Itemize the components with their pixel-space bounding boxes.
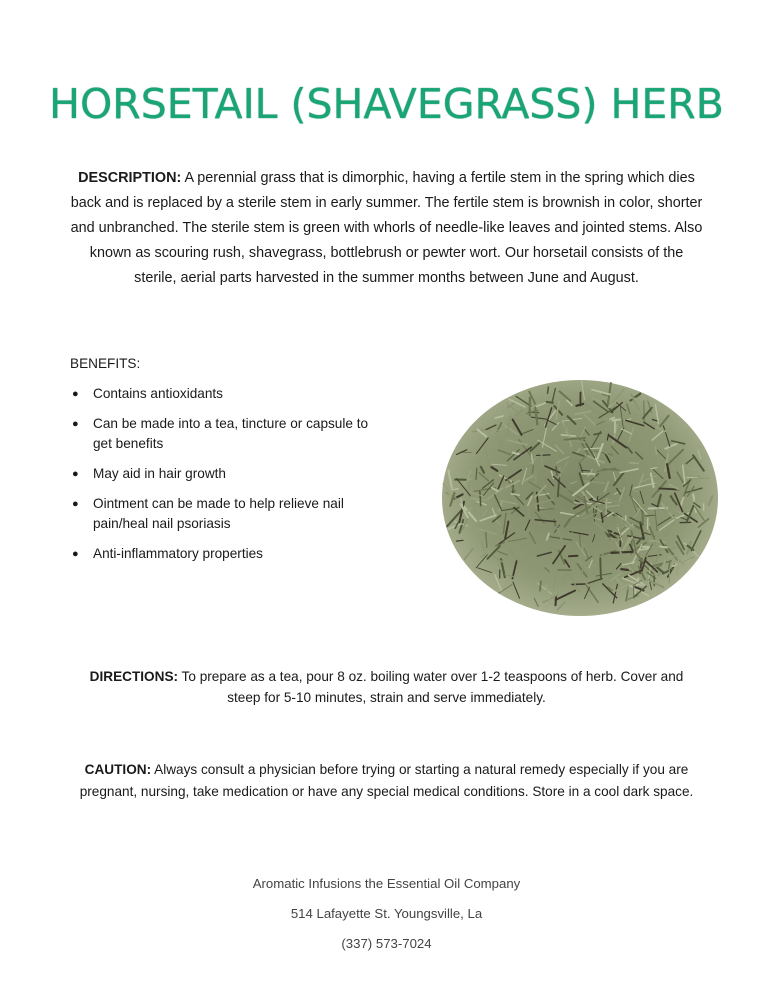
footer-company: Aromatic Infusions the Essential Oil Company bbox=[252, 876, 521, 891]
bullet-icon: ● bbox=[72, 498, 79, 510]
benefit-text: Contains antioxidants bbox=[93, 386, 223, 401]
description-text: A perennial grass that is dimorphic, having a fertile stem in the spring which dies back and is replaced by a sterile stem in early summer. The fertile stem is brownish in color, shorter and unbranched. The sterile stem is green with whorls of needle-like leaves and jointed stems. Also known as scouring rush, shavegrass, bottlebrush or pewter wort. Our horsetail consists of the sterile, aerial parts harvested in the summer months between June and August. bbox=[70, 170, 703, 286]
benefit-text: Ointment can be made to help relieve nail pain/heal nail psoriasis bbox=[93, 496, 344, 531]
directions-text: To prepare as a tea, pour 8 oz. boiling water over 1-2 teaspoons of herb. Cover and steep for 5-10 minutes, strain and serve immediately. bbox=[178, 669, 684, 705]
list-item bbox=[70, 464, 370, 484]
bullet-icon: ● bbox=[72, 548, 79, 560]
directions-label: DIRECTIONS: bbox=[89, 669, 179, 684]
list-item bbox=[70, 414, 370, 454]
horsetail-herb-image bbox=[425, 366, 725, 628]
benefits-heading: BENEFITS: bbox=[70, 356, 141, 371]
footer-phone: (337) 573-7024 bbox=[341, 936, 432, 951]
list-item bbox=[70, 544, 370, 564]
benefit-text: Anti-inflammatory properties bbox=[93, 546, 263, 561]
footer-address: 514 Lafayette St. Youngsville, La bbox=[290, 906, 483, 921]
description-label: DESCRIPTION: bbox=[78, 170, 182, 186]
benefit-text: Can be made into a tea, tincture or capsule to get benefits bbox=[93, 416, 369, 451]
caution-paragraph bbox=[62, 759, 711, 803]
footer bbox=[0, 869, 773, 959]
page-title: HORSETAIL (SHAVEGRASS) HERB bbox=[49, 80, 724, 128]
bullet-icon: ● bbox=[72, 418, 79, 430]
list-item bbox=[70, 384, 370, 404]
directions-paragraph bbox=[86, 666, 687, 708]
description-paragraph bbox=[70, 166, 703, 291]
bullet-icon: ● bbox=[72, 468, 79, 480]
benefits-list bbox=[70, 384, 370, 574]
list-item bbox=[70, 494, 370, 534]
benefit-text: May aid in hair growth bbox=[93, 466, 226, 481]
caution-label: CAUTION: bbox=[84, 762, 152, 777]
bullet-icon: ● bbox=[72, 388, 79, 400]
caution-text: Always consult a physician before trying or starting a natural remedy especially if you are pregnant, nursing, take medication or have any special medical conditions. Store in a cool dark space. bbox=[79, 762, 694, 799]
